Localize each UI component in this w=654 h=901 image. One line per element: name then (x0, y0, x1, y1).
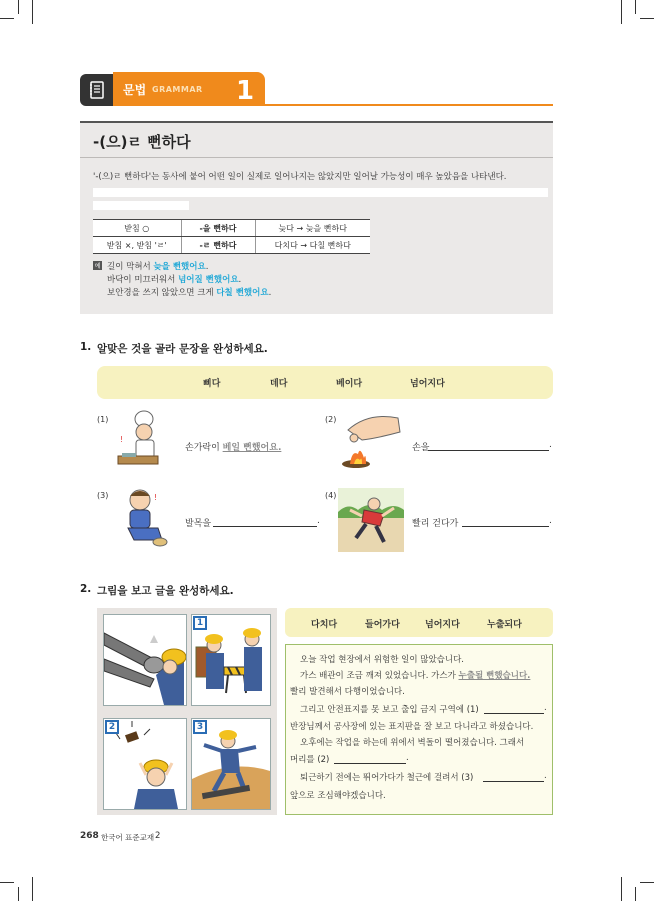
diary-line: 반장님께서 공사장에 있는 표지판을 잘 보고 다니라고 하셨습니다. (290, 722, 534, 732)
man-tripping-icon (338, 488, 404, 552)
table-row (93, 237, 370, 254)
item-number: (4) (325, 491, 337, 500)
table-cell-condition: 받침 ○ (93, 220, 181, 237)
frame-number-badge: 3 (193, 720, 207, 734)
grammar-title: -(으)ㄹ 뻔하다 (93, 133, 191, 151)
hand-near-fire-icon (338, 410, 404, 474)
answer-blank[interactable] (484, 704, 544, 714)
item-sentence: 손을 (412, 443, 430, 453)
diary-line: 퇴근하기 전에는 뛰어가다가 철근에 걸려서 (3) (300, 773, 474, 783)
table-cell-form: -ㄹ 뻔하다 (181, 237, 255, 254)
answer-blank[interactable] (334, 754, 406, 764)
example-sentence: 길이 막혀서 늦을 뻔했어요. (107, 262, 209, 272)
svg-text:!: ! (154, 493, 158, 502)
exercise-2-instruction: 그림을 보고 글을 완성하세요. (97, 585, 234, 597)
diary-line: 머리를 (2) (290, 755, 330, 765)
bank-word: 넘어지다 (410, 379, 445, 389)
section-title-eng: GRAMMAR (152, 85, 203, 94)
chef-cutting-finger-icon (112, 410, 172, 474)
diary-line: 앞으로 조심해야겠습니다. (290, 791, 386, 801)
item-number: (2) (325, 415, 337, 424)
diary-period: . (406, 753, 409, 763)
bank-word: 들어가다 (365, 620, 400, 630)
item-period: . (549, 440, 552, 450)
word-bank-1 (97, 366, 553, 399)
boy-holding-ankle-icon (114, 488, 172, 552)
diary-period: . (544, 703, 547, 713)
answer-blank[interactable] (462, 517, 549, 527)
diary-line: 오후에는 작업을 하는데 위에서 벽돌이 떨어졌습니다. 그래서 (300, 738, 525, 748)
section-title: 문법 (123, 83, 147, 97)
diary-period: . (544, 771, 547, 781)
answer-blank[interactable] (213, 517, 317, 527)
redacted-bar (93, 201, 189, 210)
item-sentence: 발목을 (185, 519, 212, 529)
item-period: . (549, 516, 552, 526)
pipe-leak-picture (103, 614, 187, 706)
conjugation-table (93, 219, 370, 254)
table-cell-condition: 받침 ×, 받침 'ㄹ' (93, 237, 181, 254)
diary-line: 빨리 발견해서 다행이었습니다. (290, 687, 405, 697)
item-number: (3) (97, 491, 109, 500)
table-cell-form: -을 뻔하다 (181, 220, 255, 237)
grammar-description: '-(으)ㄹ 뻔하다'는 동사에 붙어 어떤 일이 실제로 일어나지는 않았지만 일어날 가능성이 매우 높았음을 나타낸다. (93, 172, 507, 182)
answer-blank[interactable] (428, 441, 549, 451)
item-sentence: 손가락이 베일 뻔했어요. (185, 443, 282, 453)
svg-text:!: ! (120, 435, 124, 444)
example-sentence: 바닥이 미끄러워서 넘어질 뻔했어요. (107, 275, 242, 285)
bank-word: 데다 (270, 379, 288, 389)
diary-line: 오늘 작업 현장에서 위험한 일이 많았습니다. (300, 655, 465, 665)
frame-number-badge: 2 (105, 720, 119, 734)
item-sentence: 빨리 걷다가 (412, 519, 459, 529)
item-number: (1) (97, 415, 109, 424)
answer-blank[interactable] (483, 772, 544, 782)
exercise-1-number: 1. (80, 341, 92, 353)
section-number: 1 (236, 76, 255, 106)
bank-word: 넘어지다 (425, 620, 460, 630)
page-number: 268 (80, 831, 99, 841)
diary-line: 가스 배관이 조금 깨져 있었습니다. 가스가 누출될 뻔했습니다. (300, 671, 531, 681)
table-row (93, 220, 370, 237)
table-cell-example: 다치다 → 다칠 뻔하다 (255, 237, 370, 254)
bank-word: 삐다 (203, 379, 221, 389)
frame-number-badge: 1 (193, 616, 207, 630)
diary-line: 그리고 안전표지를 못 보고 출입 금지 구역에 (1) (300, 705, 479, 715)
book-volume: 2 (155, 831, 161, 841)
exercise-1-instruction: 알맞은 것을 골라 문장을 완성하세요. (97, 343, 268, 355)
redacted-bar (93, 188, 548, 197)
exercise-2-number: 2. (80, 583, 92, 595)
table-cell-example: 늦다 → 늦을 뻔하다 (255, 220, 370, 237)
bank-word: 누출되다 (487, 620, 522, 630)
item-period: . (317, 516, 320, 526)
header-divider (265, 104, 553, 106)
example-sentence: 보안경을 쓰지 않았으면 크게 다칠 뻔했어요. (107, 288, 272, 298)
example-badge: 예 (94, 263, 101, 270)
grammar-divider (80, 157, 553, 158)
bank-word: 다치다 (311, 620, 338, 630)
bank-word: 베이다 (336, 379, 363, 389)
book-title: 한국어 표준교재 (101, 833, 155, 842)
notebook-icon (80, 74, 113, 106)
